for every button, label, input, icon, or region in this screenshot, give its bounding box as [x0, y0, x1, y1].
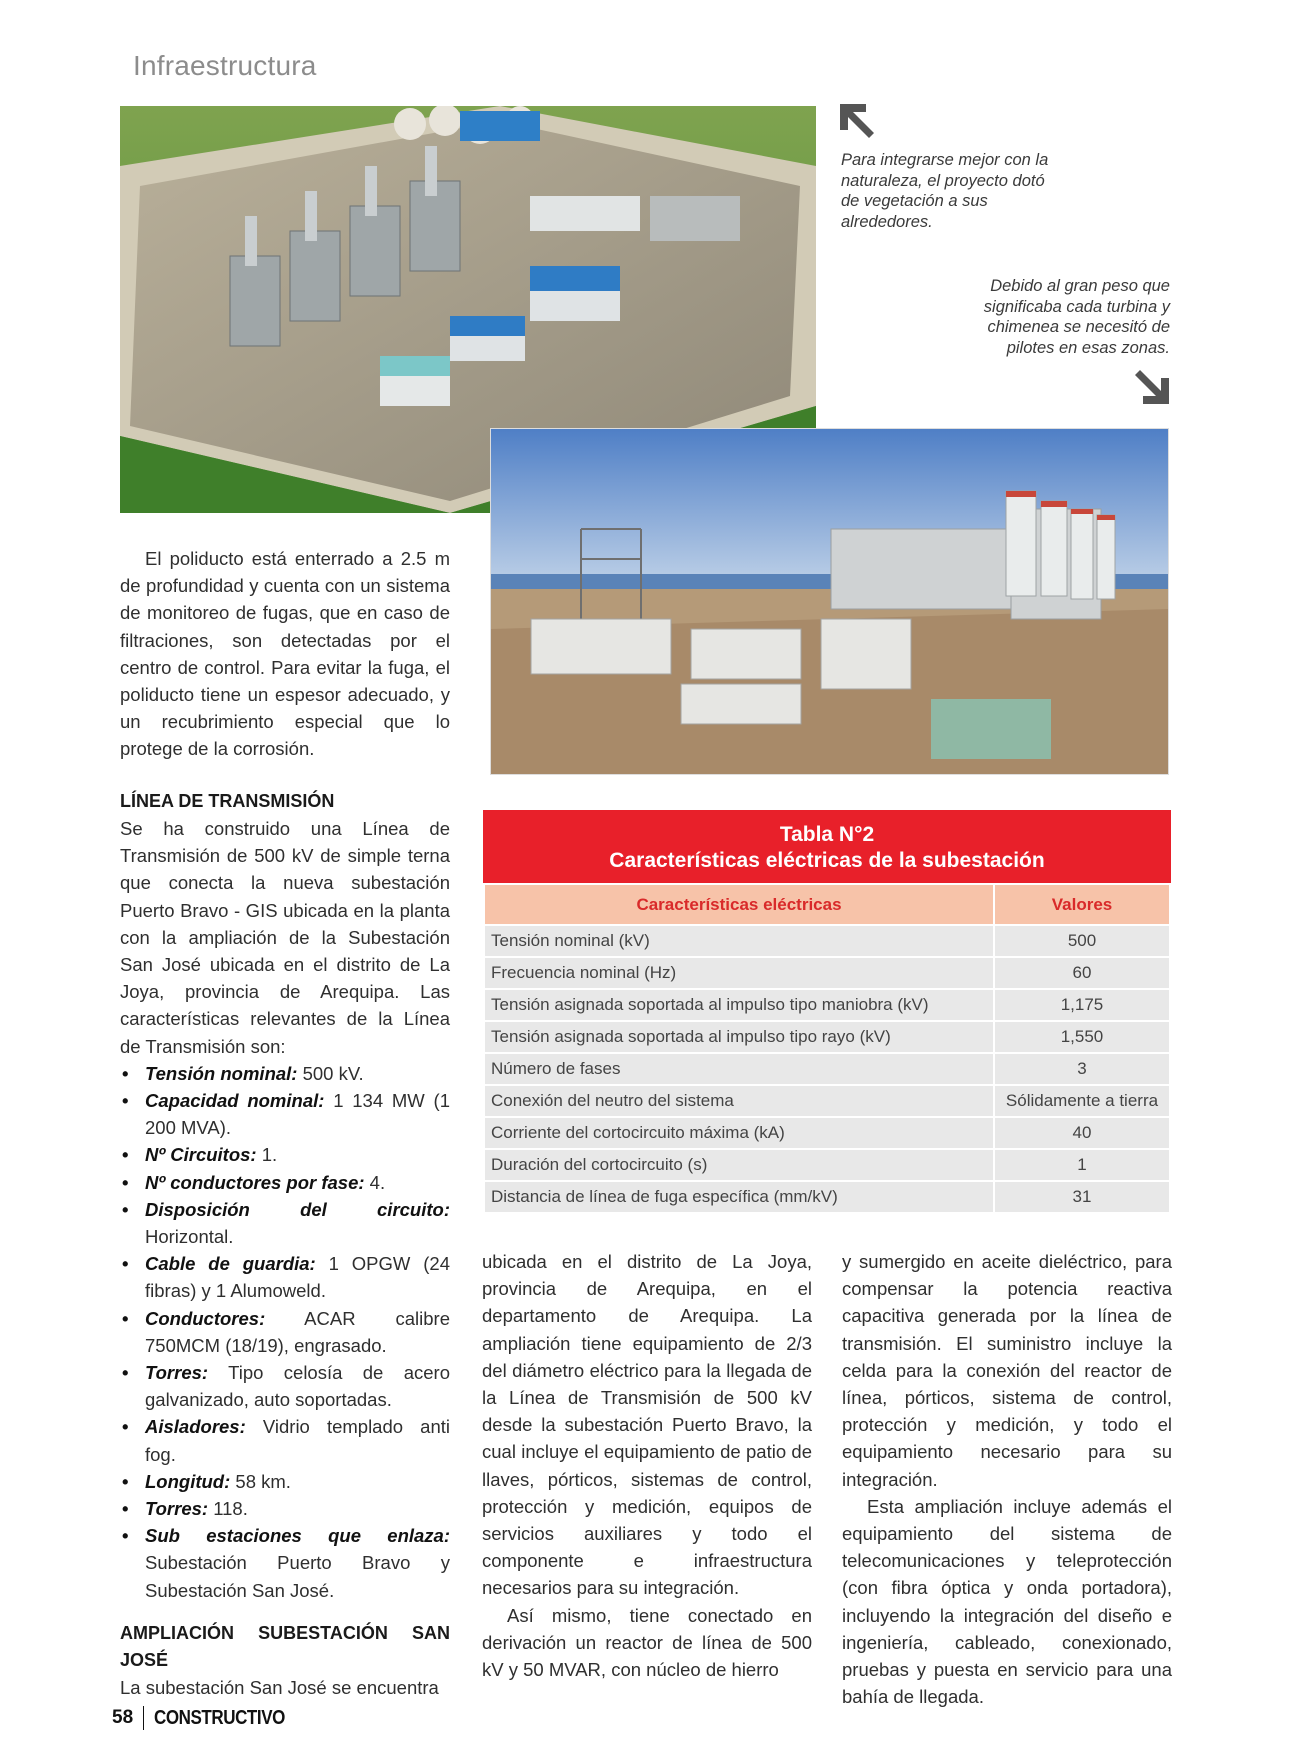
page-number: 58: [112, 1707, 134, 1728]
ampliacion-paragraph: y sumergido en aceite dieléctrico, para compensar la potencia reactiva capacitiva generada por la línea de transmisión. El suministro incluye la celda para la conexión del reactor de línea, pórticos, sistema de control, protección y medición, y todo el equipamiento necesario para su integración.: [842, 1251, 1172, 1490]
table-title: [483, 810, 1171, 883]
table-row: [484, 1085, 1170, 1117]
cell-characteristic: Duración del cortocircuito (s): [484, 1149, 994, 1181]
ampliacion-paragraph: ubicada en el distrito de La Joya, provincia de Arequipa, en el departamento de Arequipa. La ampliación tiene equipamiento de 2/3 del diámetro eléctrico para la llegada de la Línea de Transmisión de 500 kV desde la subestación Puerto Bravo, la cual incluye el equipamiento de patio de llaves, pórticos, sistemas de control, protección y medición, equipos de servicios auxiliares y todo el componente e infraestructura necesarios para su integración.: [482, 1251, 812, 1599]
table-row: [484, 1117, 1170, 1149]
cell-characteristic: Distancia de línea de fuga específica (mm/kV): [484, 1181, 994, 1213]
transmission-features-list: [120, 1060, 450, 1604]
list-item: • Cable de guardia: 1 OPGW (24 fibras) y 1 Alumoweld.: [120, 1250, 450, 1304]
ampliacion-column-2: [482, 1248, 812, 1683]
table-title-line-2: Características eléctricas de la subestación: [609, 849, 1045, 872]
transmission-heading: LÍNEA DE TRANSMISIÓN: [120, 791, 335, 811]
cell-value: 3: [994, 1053, 1170, 1085]
list-item: • Torres: 118.: [120, 1495, 450, 1522]
table-row: [484, 925, 1170, 957]
cell-value: 500: [994, 925, 1170, 957]
table-row: [484, 1053, 1170, 1085]
list-item: • Conductores: ACAR calibre 750MCM (18/19), engrasado.: [120, 1305, 450, 1359]
cell-characteristic: Tensión asignada soportada al impulso tipo maniobra (kV): [484, 989, 994, 1021]
intro-column: [120, 545, 450, 763]
list-item: • Nº conductores por fase: 4.: [120, 1169, 450, 1196]
list-item: • Sub estaciones que enlaza: Subestación Puerto Bravo y Subestación San José.: [120, 1522, 450, 1604]
cell-characteristic: Frecuencia nominal (Hz): [484, 957, 994, 989]
ampliacion-paragraph: Esta ampliación incluye además el equipamiento del sistema de telecomunicaciones y teleprotección (con fibra óptica y onda portadora), incluyendo la integración del diseño e ingeniería, cableado, conexionado, pruebas y puesta en servicio para una bahía de llegada.: [842, 1495, 1172, 1708]
table-row: [484, 989, 1170, 1021]
list-item: • Capacidad nominal: 1 134 MW (1 200 MVA).: [120, 1087, 450, 1141]
section-label: Infraestructura: [133, 50, 317, 81]
table-row: [484, 1181, 1170, 1213]
list-item: • Nº Circuitos: 1.: [120, 1141, 450, 1168]
table-title-line-1: Tabla N°2: [779, 823, 875, 846]
cell-value: Sólidamente a tierra: [994, 1085, 1170, 1117]
table-header-row: [484, 884, 1170, 925]
footer-divider: [143, 1706, 144, 1730]
cell-characteristic: Tensión asignada soportada al impulso tipo rayo (kV): [484, 1021, 994, 1053]
cell-value: 1,550: [994, 1021, 1170, 1053]
ampliacion-heading: AMPLIACIÓN SUBESTACIÓN SAN JOSÉ: [120, 1622, 450, 1670]
list-item: • Tensión nominal: 500 kV.: [120, 1060, 450, 1087]
arrow-down-right-icon: [1133, 368, 1169, 404]
table-row: [484, 1149, 1170, 1181]
cell-value: 1: [994, 1149, 1170, 1181]
arrow-up-left-icon: [840, 104, 876, 140]
cell-characteristic: Corriente del cortocircuito máxima (kA): [484, 1117, 994, 1149]
photo-caption-2: Debido al gran peso que significaba cada turbina y chimenea se necesitó de pilotes en esas zonas.: [983, 277, 1170, 357]
column-header-values: Valores: [994, 884, 1170, 925]
transmission-column: [120, 788, 450, 1701]
ampliacion-column-3: [842, 1248, 1172, 1710]
cell-characteristic: Tensión nominal (kV): [484, 925, 994, 957]
table-row: [484, 1021, 1170, 1053]
electrical-characteristics-table: [483, 810, 1171, 1214]
plant-construction-photo: [490, 428, 1169, 775]
cell-value: 31: [994, 1181, 1170, 1213]
list-item: • Aisladores: Vidrio templado anti fog.: [120, 1413, 450, 1467]
table-row: [484, 957, 1170, 989]
list-item: • Disposición del circuito: Horizontal.: [120, 1196, 450, 1250]
list-item: • Torres: Tipo celosía de acero galvanizado, auto soportadas.: [120, 1359, 450, 1413]
intro-paragraph: El poliducto está enterrado a 2.5 m de profundidad y cuenta con un sistema de monitoreo de fugas, que en caso de filtraciones, son detectadas por el centro de control. Para evitar la fuga, el poliducto tiene un espesor adecuado, y un recubrimiento especial que lo protege de la corrosión.: [120, 548, 450, 760]
cell-value: 1,175: [994, 989, 1170, 1021]
cell-value: 60: [994, 957, 1170, 989]
ampliacion-paragraph-start: La subestación San José se encuentra: [120, 1676, 439, 1698]
transmission-paragraph: Se ha construido una Línea de Transmisión de 500 kV de simple terna que conecta la nueva subestación Puerto Bravo - GIS ubicada en la planta con la ampliación de la Subestación San José ubicada en el distrito de La Joya, provincia de Arequipa. Las características relevantes de la Línea de Transmisión son:: [120, 818, 450, 1057]
list-item: • Longitud: 58 km.: [120, 1468, 450, 1495]
magazine-name: CONSTRUCTIVO: [154, 1706, 286, 1729]
cell-characteristic: Conexión del neutro del sistema: [484, 1085, 994, 1117]
cell-value: 40: [994, 1117, 1170, 1149]
column-header-characteristics: Características eléctricas: [484, 884, 994, 925]
page-footer: [112, 1706, 308, 1730]
ampliacion-paragraph: Así mismo, tiene conectado en derivación un reactor de línea de 500 kV y 50 MVAR, con núcleo de hierro: [482, 1604, 812, 1681]
cell-characteristic: Número de fases: [484, 1053, 994, 1085]
photo-caption-1: Para integrarse mejor con la naturaleza, el proyecto dotó de vegetación a sus alrededores.: [841, 151, 1049, 231]
